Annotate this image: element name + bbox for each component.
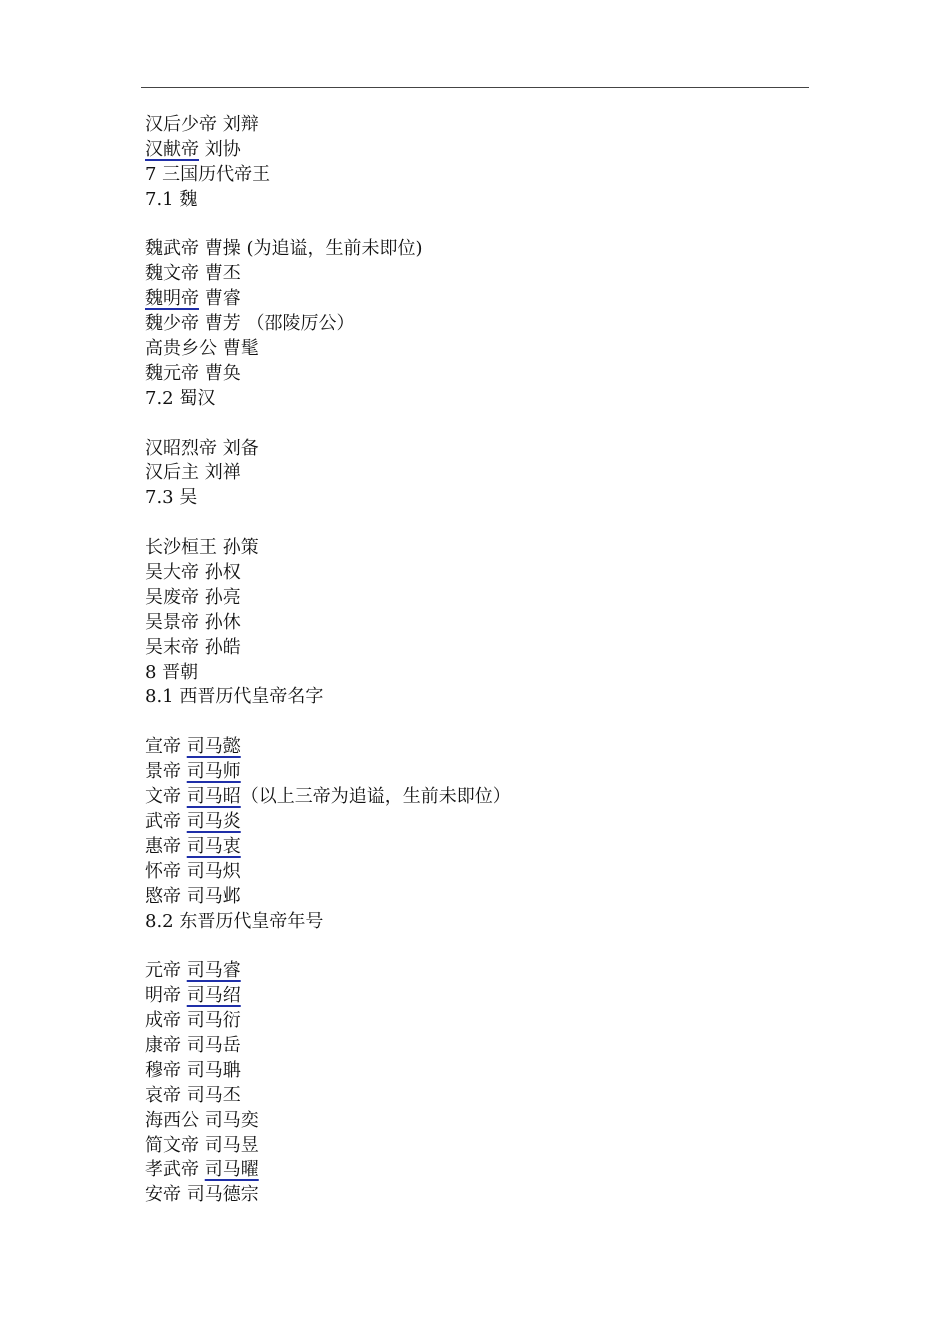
line-text: 7.3 吴 (145, 487, 198, 509)
line-text: 成帝 司马衍 (145, 1010, 241, 1032)
text-line (145, 1034, 805, 1059)
line-text: （以上三帝为追谥，生前未即位） (240, 786, 511, 808)
text-line (145, 611, 805, 636)
inline-link[interactable]: 司马昭 (186, 786, 241, 808)
line-text: 8 晋朝 (145, 661, 199, 683)
text-line (145, 337, 805, 362)
blank-line (145, 710, 805, 735)
text-line (145, 810, 805, 835)
line-text: 魏少帝 曹芳 （邵陵厉公） (145, 313, 355, 335)
text-line (145, 1059, 805, 1084)
text-line (145, 138, 805, 163)
line-text: 吴大帝 孙权 (145, 562, 241, 584)
text-line (145, 835, 805, 860)
text-line (145, 1158, 805, 1183)
text-line (145, 1183, 805, 1208)
text-line (145, 785, 805, 810)
line-text: 怀帝 司马炽 (145, 860, 241, 882)
inline-link[interactable]: 汉献帝 (145, 138, 199, 160)
text-line (145, 860, 805, 885)
line-text: 7 三国历代帝王 (145, 163, 271, 185)
text-line (145, 586, 805, 611)
line-text: 7.2 蜀汉 (145, 387, 216, 409)
inline-link[interactable]: 司马绍 (186, 985, 241, 1007)
line-text: 吴废帝 孙亮 (145, 586, 241, 608)
text-line (145, 237, 805, 262)
line-text: 汉后主 刘禅 (145, 462, 241, 484)
line-text: 高贵乡公 曹髦 (145, 338, 259, 360)
text-line (145, 1084, 805, 1109)
inline-link[interactable]: 司马炎 (186, 810, 241, 832)
text-line (145, 685, 805, 710)
text-line (145, 561, 805, 586)
text-line (145, 437, 805, 462)
inline-link[interactable]: 魏明帝 (145, 288, 199, 310)
document-body (145, 113, 805, 1208)
line-text: 魏元帝 曹奂 (145, 362, 241, 384)
line-text: 海西公 司马奕 (145, 1109, 259, 1131)
blank-line (145, 511, 805, 536)
text-line (145, 885, 805, 910)
line-text: 刘协 (199, 138, 241, 160)
inline-link[interactable]: 司马衷 (186, 835, 241, 857)
line-text: 汉后少帝 刘辩 (145, 114, 259, 135)
line-text: 惠帝 (145, 835, 187, 857)
line-text: 景帝 (145, 761, 187, 783)
line-text: 愍帝 司马邺 (145, 885, 241, 907)
line-text: 8.1 西晋历代皇帝名字 (145, 686, 324, 708)
line-text: 曹睿 (199, 288, 241, 310)
text-line (145, 362, 805, 387)
text-line (145, 461, 805, 486)
text-line (145, 1109, 805, 1134)
text-line (145, 486, 805, 511)
blank-line (145, 934, 805, 959)
text-line (145, 636, 805, 661)
line-text: 康帝 司马岳 (145, 1034, 241, 1056)
text-line (145, 262, 805, 287)
line-text: 魏文帝 曹丕 (145, 263, 241, 285)
line-text: 哀帝 司马丕 (145, 1084, 241, 1106)
text-line (145, 113, 805, 138)
text-line (145, 287, 805, 312)
line-text: 孝武帝 (145, 1159, 205, 1181)
line-text: 元帝 (145, 960, 187, 982)
line-text: 7.1 魏 (145, 188, 198, 210)
text-line (145, 163, 805, 188)
inline-link[interactable]: 司马师 (186, 761, 241, 783)
text-line (145, 1134, 805, 1159)
inline-link[interactable]: 司马懿 (186, 736, 241, 758)
text-line (145, 910, 805, 935)
text-line (145, 188, 805, 213)
line-text: 魏武帝 曹操 (为追谥，生前未即位) (145, 238, 423, 260)
text-line (145, 387, 805, 412)
text-line (145, 735, 805, 760)
line-text: 吴末帝 孙皓 (145, 636, 241, 658)
text-line (145, 312, 805, 337)
line-text: 8.2 东晋历代皇帝年号 (145, 910, 324, 932)
line-text: 简文帝 司马昱 (145, 1134, 259, 1156)
line-text: 穆帝 司马聃 (145, 1059, 241, 1081)
text-line (145, 760, 805, 785)
inline-link[interactable]: 司马曜 (204, 1159, 259, 1181)
line-text: 宣帝 (145, 736, 187, 758)
text-line (145, 984, 805, 1009)
text-line (145, 661, 805, 686)
line-text: 汉昭烈帝 刘备 (145, 437, 259, 459)
line-text: 明帝 (145, 985, 187, 1007)
line-text: 吴景帝 孙休 (145, 611, 241, 633)
header-rule (141, 87, 809, 88)
text-line (145, 1009, 805, 1034)
line-text: 安帝 司马德宗 (145, 1184, 259, 1206)
inline-link[interactable]: 司马睿 (186, 960, 241, 982)
line-text: 武帝 (145, 810, 187, 832)
blank-line (145, 412, 805, 437)
line-text: 文帝 (145, 786, 187, 808)
text-line (145, 536, 805, 561)
text-line (145, 959, 805, 984)
blank-line (145, 213, 805, 238)
line-text: 长沙桓王 孙策 (145, 537, 259, 559)
